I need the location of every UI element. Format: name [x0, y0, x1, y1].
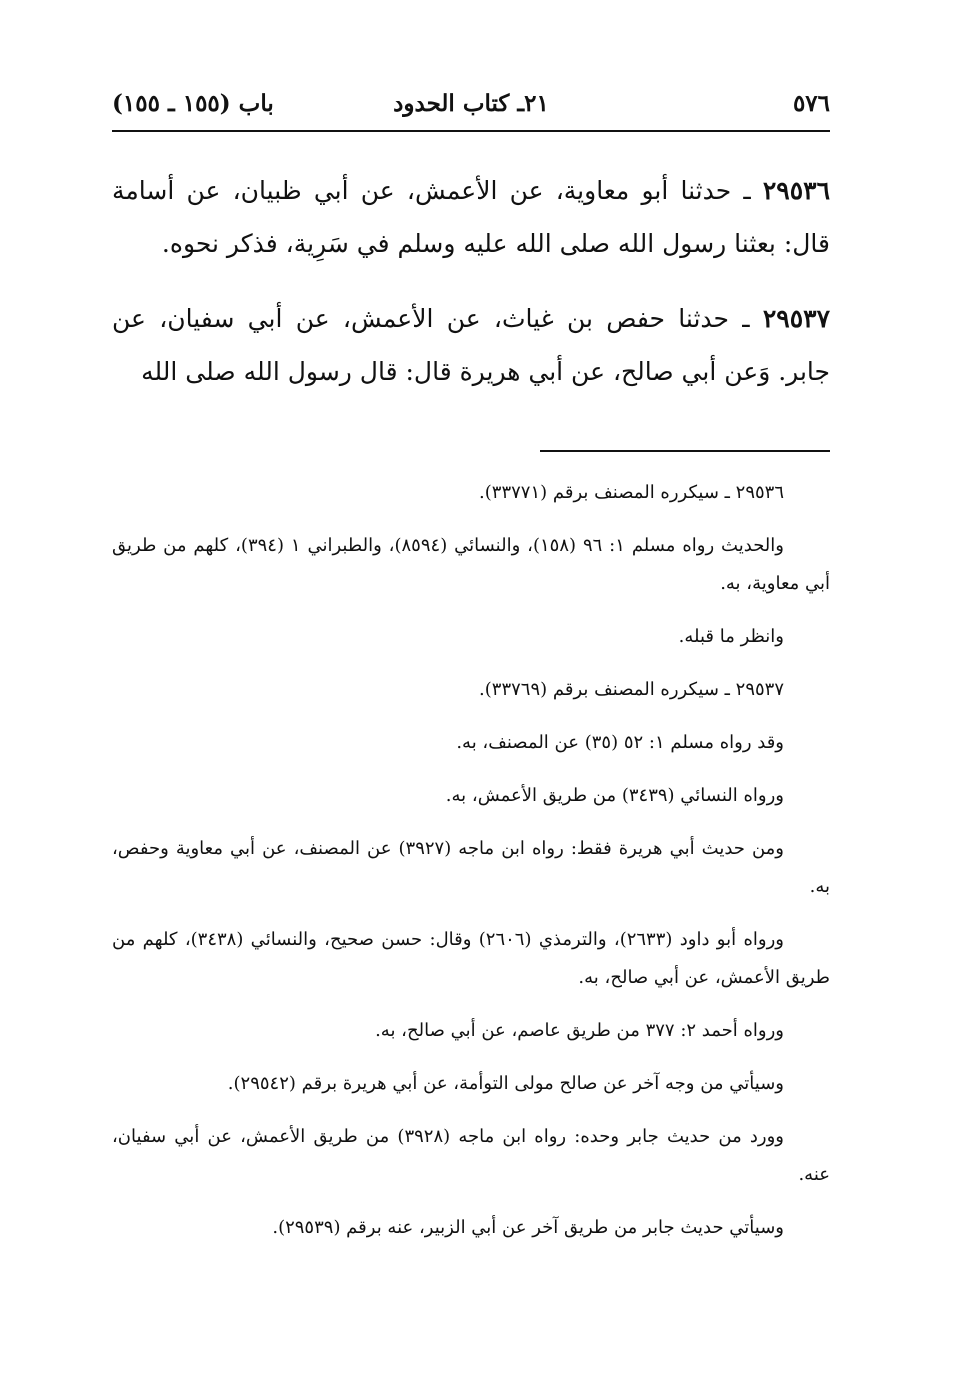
footnote: ورواه النسائي (٣٤٣٩) من طريق الأعمش، به.	[445, 785, 784, 806]
footnote: ٢٩٥٣٧ ـ سيكرره المصنف برقم (٣٣٧٦٩).	[479, 679, 784, 700]
hadith-number: ٢٩٥٣٦	[762, 176, 830, 205]
page-header	[112, 86, 830, 124]
footnote: ٢٩٥٣٦ ـ سيكرره المصنف برقم (٣٣٧٧١).	[479, 482, 784, 503]
footnote: وسيأتي من وجه آخر عن صالح مولى التوأمة، عن أبي هريرة برقم (٢٩٥٤٢).	[227, 1073, 784, 1094]
footnote: وانظر ما قبله.	[678, 626, 784, 647]
hadith-text: ـ حدثنا حفص بن غياث، عن الأعمش، عن أبي سفيان، عن جابر. وَعن أبي صالح، عن أبي هريرة قال: قال رسول الله صلى الله	[112, 304, 830, 386]
footnote-divider	[540, 450, 830, 452]
header-divider	[112, 130, 830, 132]
hadith-number: ٢٩٥٣٧	[762, 304, 830, 333]
footnote: وقد رواه مسلم ١: ٥٢ (٣٥) عن المصنف، به.	[456, 732, 784, 753]
chapter-reference: باب (١٥٥ ـ ١٥٥)	[112, 90, 274, 117]
main-text	[112, 164, 830, 420]
footnote: وسيأتي حديث جابر من طريق آخر عن أبي الزبير، عنه برقم (٢٩٥٣٩).	[272, 1217, 784, 1238]
footnote: ومن حديث أبي هريرة فقط: رواه ابن ماجه (٣٩٢٧) عن المصنف، عن أبي معاوية وحفص، به.	[112, 838, 830, 897]
footnote: ورواه أبو داود (٢٦٣٣)، والترمذي (٢٦٠٦) وقال: حسن صحيح، والنسائي (٣٤٣٨)، كلهم من طريق الأعمش، عن أبي صالح، به.	[112, 929, 830, 988]
footnote: وورد من حديث جابر وحده: رواه ابن ماجه (٣٩٢٨) من طريق الأعمش، عن أبي سفيان، عنه.	[112, 1126, 830, 1185]
hadith-paragraph	[112, 292, 830, 398]
footnotes	[112, 474, 830, 1262]
footnote: ورواه أحمد ٢: ٣٧٧ من طريق عاصم، عن أبي صالح، به.	[375, 1020, 784, 1041]
book-title: ٢١ـ كتاب الحدود	[393, 90, 549, 117]
page-number: ٥٧٦	[792, 90, 830, 117]
footnote: والحديث رواه مسلم ١: ٩٦ (١٥٨)، والنسائي (٨٥٩٤)، والطبراني ١ (٣٩٤)، كلهم من طريق أبي معاوية، به.	[112, 535, 830, 594]
hadith-text: ـ حدثنا أبو معاوية، عن الأعمش، عن أبي ظبيان، عن أسامة قال: بعثنا رسول الله صلى الله عليه وسلم في سَرِية، فذكر نحوه.	[112, 176, 830, 258]
hadith-paragraph	[112, 164, 830, 270]
